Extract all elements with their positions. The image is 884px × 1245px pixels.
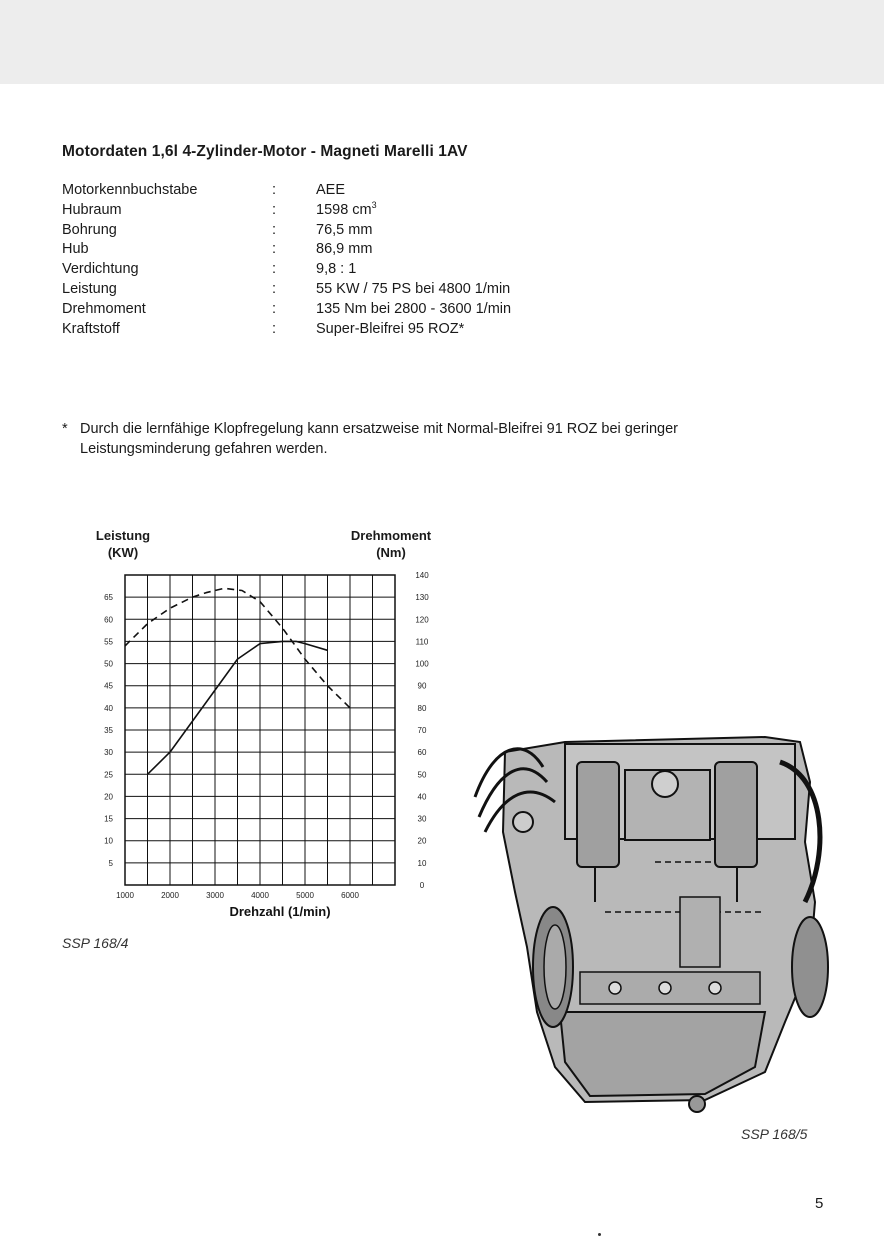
y-tick-label: 15: [104, 814, 113, 824]
page-number: 5: [815, 1195, 824, 1212]
ssp-engine-label: SSP 168/5: [741, 1126, 808, 1142]
y-tick-label: 25: [104, 770, 113, 780]
page-title: Motordaten 1,6l 4-Zylinder-Motor - Magneti Marelli 1AV: [62, 143, 468, 160]
ssp-chart-label: SSP 168/4: [62, 935, 129, 951]
pulley-left-inner: [544, 925, 566, 1009]
y2-tick-label: 130: [415, 593, 429, 603]
y-tick-label: 50: [104, 659, 113, 669]
left-axis-title-line1: Leistung: [95, 528, 151, 543]
x-tick-label: 6000: [341, 891, 359, 900]
bracket: [680, 897, 720, 967]
intake-runner: [715, 762, 757, 867]
y-tick-label: 65: [104, 593, 113, 603]
spec-value: AEE: [316, 182, 346, 198]
footnote-mark: *: [62, 421, 68, 437]
spec-value: 55 KW / 75 PS bei 4800 1/min: [316, 280, 511, 297]
spec-value: Super-Bleifrei 95 ROZ*: [316, 320, 465, 337]
spec-colon: :: [272, 221, 277, 238]
flywheel-right: [792, 917, 828, 1017]
spec-colon: :: [272, 300, 277, 317]
spec-colon: :: [272, 182, 277, 198]
spec-key: Leistung: [62, 280, 117, 297]
right-axis-title-line1: Drehmoment: [350, 528, 432, 543]
spec-value-wrap: [316, 201, 377, 221]
y2-tick-label: 10: [417, 858, 427, 868]
x-tick-label: 3000: [206, 891, 224, 900]
spec-value: 1598 cm: [316, 201, 372, 218]
y-tick-label: 5: [108, 858, 113, 868]
y2-tick-label: 30: [417, 814, 427, 824]
x-tick-label: 1000: [116, 891, 134, 900]
top-band: [0, 0, 884, 84]
right-axis-title-line2: (Nm): [376, 545, 406, 560]
power-torque-chart: [90, 560, 450, 920]
drain-plug: [689, 1096, 705, 1112]
left-axis-title-line2: (KW): [107, 545, 139, 560]
y2-tick-label: 110: [415, 637, 429, 647]
y2-tick-label: 50: [417, 770, 427, 780]
spec-colon: :: [272, 241, 277, 258]
right-axis-title: [336, 527, 446, 561]
spec-key: Hubraum: [62, 201, 122, 218]
engine-illustration: [465, 722, 835, 1122]
spec-key: Verdichtung: [62, 261, 139, 278]
x-tick-label: 2000: [161, 891, 179, 900]
y-tick-label: 55: [104, 637, 113, 647]
spec-value: 86,9 mm: [316, 241, 373, 258]
scan-dot: [598, 1233, 601, 1236]
x-tick-label: 4000: [251, 891, 269, 900]
left-axis-title: [80, 527, 166, 561]
intake-runner: [577, 762, 619, 867]
throttle-valve: [652, 771, 678, 797]
spec-value: 76,5 mm: [316, 221, 373, 238]
y2-tick-label: 60: [417, 748, 427, 758]
y2-tick-label: 40: [417, 792, 427, 802]
sensor: [513, 812, 533, 832]
y-tick-label: 10: [104, 836, 113, 846]
spec-colon: :: [272, 261, 277, 278]
spec-key: Kraftstoff: [62, 320, 120, 337]
y-tick-label: 40: [104, 703, 113, 713]
spec-colon: :: [272, 320, 277, 337]
x-tick-label: 5000: [296, 891, 314, 900]
y-tick-label: 20: [104, 792, 113, 802]
y2-tick-label: 120: [415, 615, 429, 625]
x-axis-title: Drehzahl (1/min): [229, 904, 331, 919]
y2-tick-label: 80: [417, 703, 427, 713]
bolt: [659, 982, 671, 994]
spec-value: 9,8 : 1: [316, 261, 357, 278]
y2-tick-label: 70: [417, 726, 427, 735]
bolt: [709, 982, 721, 994]
y2-tick-label: 90: [417, 681, 427, 691]
y2-tick-label: 20: [417, 836, 427, 846]
spec-value-sup: 3: [371, 199, 377, 210]
spec-key: Hub: [62, 241, 89, 258]
bolt: [609, 982, 621, 994]
y-tick-label: 60: [104, 615, 113, 625]
spec-colon: :: [272, 280, 277, 297]
spec-value: 135 Nm bei 2800 - 3600 1/min: [316, 300, 512, 317]
y2-tick-label: 100: [415, 659, 429, 669]
y2-tick-label: 0: [419, 881, 425, 890]
y2-tick-label: 140: [415, 571, 429, 580]
spec-colon: :: [272, 201, 277, 218]
spec-key: Drehmoment: [62, 300, 146, 317]
footnote-text: Durch die lernfähige Klopfregelung kann ersatzweise mit Normal-Bleifrei 91 ROZ bei geringer Leistungsminderung gefahren werden.: [80, 421, 679, 457]
y-tick-label: 45: [104, 681, 113, 691]
spec-key: Motorkennbuchstabe: [62, 182, 198, 198]
spec-key: Bohrung: [62, 221, 117, 238]
y-tick-label: 35: [104, 726, 113, 735]
y-tick-label: 30: [104, 748, 113, 758]
